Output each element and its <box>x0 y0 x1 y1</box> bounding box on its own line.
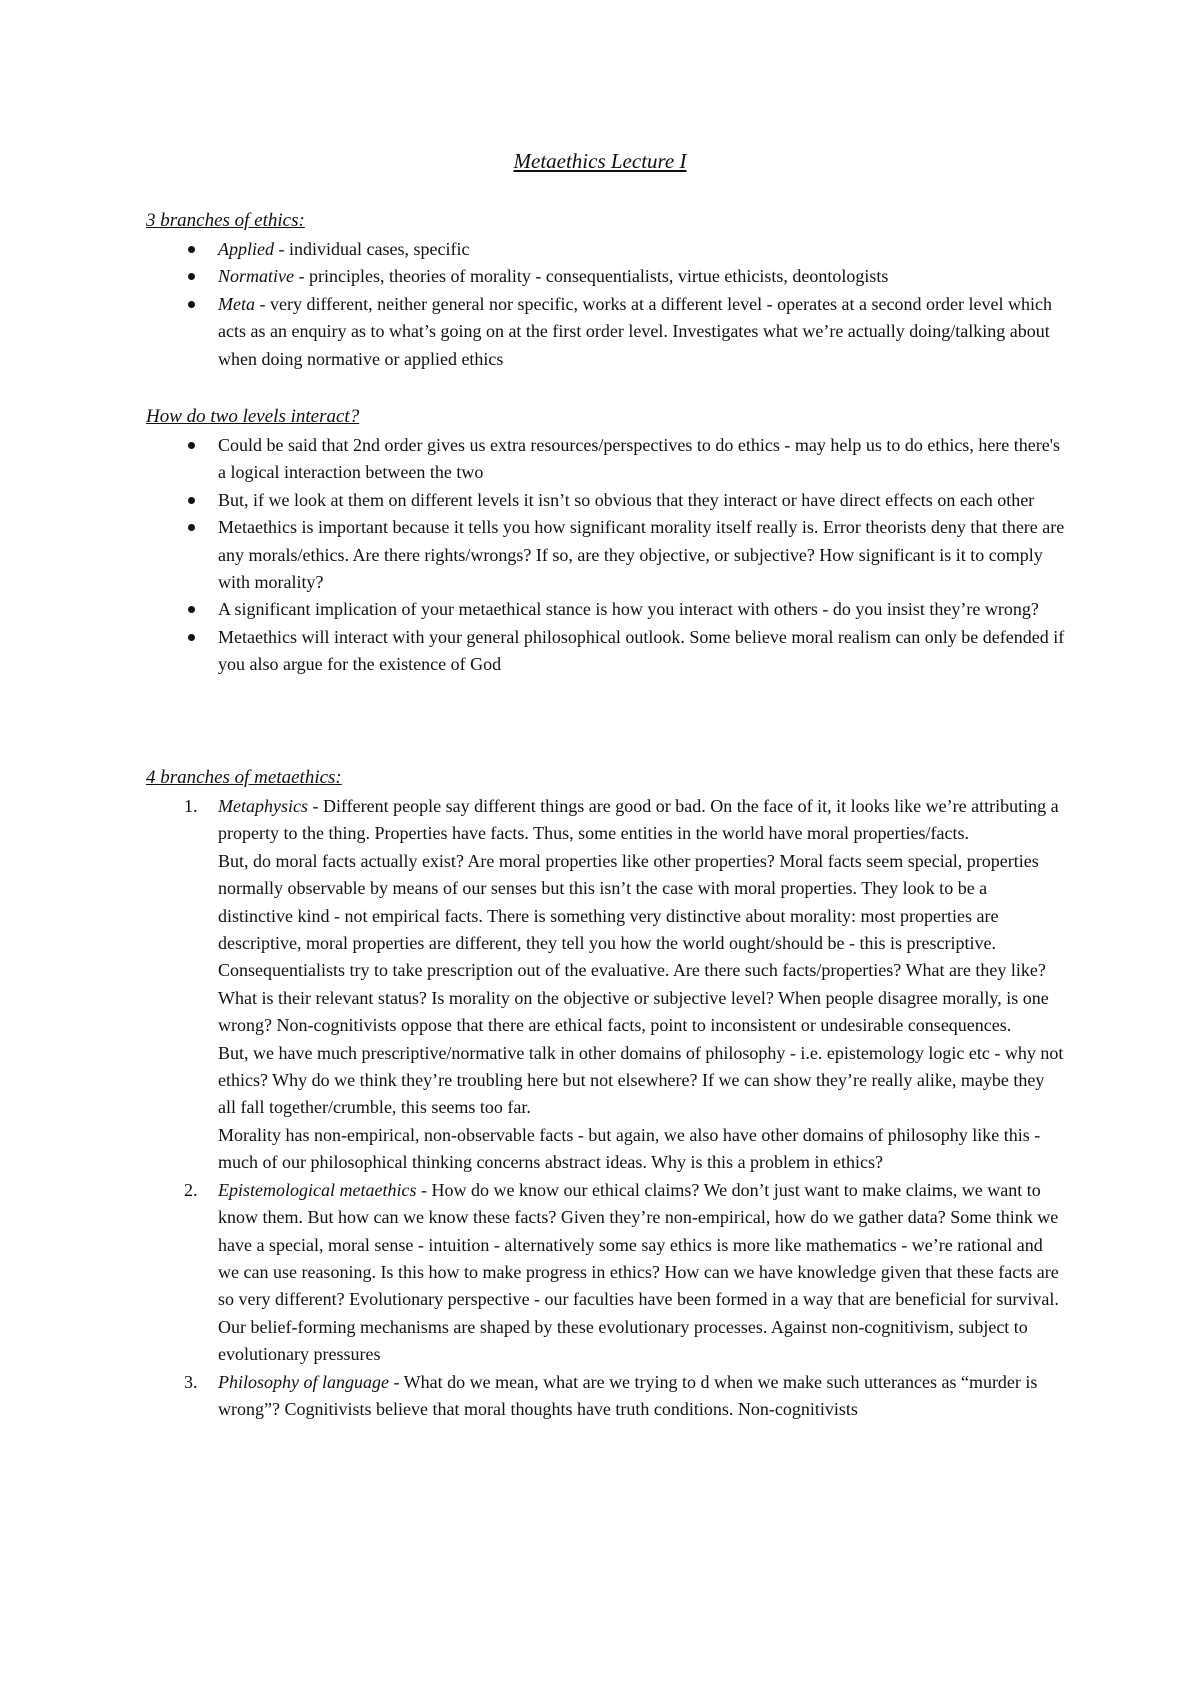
term-epistemological-metaethics: Epistemological metaethics <box>218 1179 417 1200</box>
item-number: 1. <box>184 796 198 816</box>
item-number: 3. <box>184 1371 198 1392</box>
term-normative: Normative <box>218 266 294 287</box>
item-paragraph <box>218 1369 1066 1424</box>
section-heading-branches-of-metaethics: 4 branches of metaethics: <box>146 767 342 788</box>
item-text: - How do we know our ethical claims? We don’t just want to make claims, we want to know them. But how can we know these facts? Given they’re non-empirical, how do we gather data? Some think we have a special, moral sense - intuition - alternatively some say ethics is more like mathematics - we’re rational and we can use reasoning. Is this how to make progress in ethics? How can we have knowledge given that these facts are so very different? Evolutionary perspective - our faculties have been formed in a way that are beneficial for survival. Our belief-forming mechanisms are shaped by these evolutionary processes. Against non-cognitivism, subject to evolutionary pressures <box>218 1179 1059 1365</box>
item-text: - What do we mean, what are we trying to d when we make such utterances as “murder is wrong”? Cognitivists believe that moral thoughts have truth conditions. Non-cognitivists <box>218 1371 1038 1419</box>
term-philosophy-of-language: Philosophy of language <box>218 1371 389 1392</box>
item-paragraph <box>218 1177 1066 1369</box>
term-metaphysics: Metaphysics <box>218 796 308 816</box>
item-paragraph: But, we have much prescriptive/normative talk in other domains of philosophy - i.e. epistemology logic etc - why not ethics? Why do we think they’re troubling here but not elsewhere? If we can show they’re really alike, maybe they all fall together/crumble, this seems too far. <box>218 1042 1064 1118</box>
item-text: - very different, neither general nor specific, works at a different level - operates at a second order level which acts as an enquiry as to what’s going on at the first order level. Investigates what we’re actually doing/talking about when doing normative or applied ethics <box>218 293 1052 369</box>
numbered-item-philosophy-of-language <box>184 1369 1066 1424</box>
item-paragraph: Morality has non-empirical, non-observable facts - but again, we also have other domains of philosophy like this - much of our philosophical thinking concerns abstract ideas. Why is this a problem in ethics? <box>218 1124 1041 1173</box>
branches-of-metaethics-list <box>184 793 1066 1423</box>
list-item: Metaethics will interact with your general philosophical outlook. Some believe moral realism can only be defended if you also argue for the existence of God <box>218 624 1066 679</box>
item-paragraph <box>218 793 1066 848</box>
list-item <box>218 236 1066 263</box>
term-meta: Meta <box>218 293 255 314</box>
list-item: But, if we look at them on different levels it isn’t so obvious that they interact or have direct effects on each other <box>218 487 1066 514</box>
page-title: Metaethics Lecture I <box>513 149 687 173</box>
list-item: Could be said that 2nd order gives us extra resources/perspectives to do ethics - may help us to do ethics, here there's a logical interaction between the two <box>218 432 1066 487</box>
list-item: A significant implication of your metaethical stance is how you interact with others - do you insist they’re wrong? <box>218 596 1066 623</box>
item-text: - Different people say different things are good or bad. On the face of it, it looks like we’re attributing a property to the thing. Properties have facts. Thus, some entities in the world have moral properties/facts. <box>218 796 1059 844</box>
item-text: - individual cases, specific <box>274 239 470 259</box>
section-heading-levels-interact: How do two levels interact? <box>146 406 360 427</box>
list-item: Metaethics is important because it tells you how significant morality itself really is. Error theorists deny that there are any morals/ethics. Are there rights/wrongs? If so, are they objective, or subjective? How significant is it to comply with morality? <box>218 514 1066 596</box>
branches-of-ethics-list <box>218 236 1066 373</box>
item-text: - principles, theories of morality - consequentialists, virtue ethicists, deontologists <box>294 266 889 287</box>
item-paragraph: But, do moral facts actually exist? Are moral properties like other properties? Moral facts seem special, properties normally observable by means of our senses but this isn’t the case with moral properties. They look to be a distinctive kind - not empirical facts. There is something very distinctive about morality: most properties are descriptive, moral properties are different, they tell you how the world ought/should be - this is prescriptive. Consequentialists try to take prescription out of the evaluative. Are there such facts/properties? What are they like? What is their relevant status? Is morality on the objective or subjective level? When people disagree morally, is one wrong? Non-cognitivists oppose that there are ethical facts, point to inconsistent or undesirable consequences. <box>218 850 1049 1036</box>
section-heading-branches-of-ethics: 3 branches of ethics: <box>146 210 305 231</box>
list-item <box>218 291 1066 373</box>
item-number: 2. <box>184 1179 198 1200</box>
list-item <box>218 263 1066 290</box>
numbered-item-metaphysics <box>184 793 1066 1177</box>
levels-interact-list <box>218 432 1066 679</box>
numbered-item-epistemology <box>184 1177 1066 1369</box>
term-applied: Applied <box>218 239 274 259</box>
